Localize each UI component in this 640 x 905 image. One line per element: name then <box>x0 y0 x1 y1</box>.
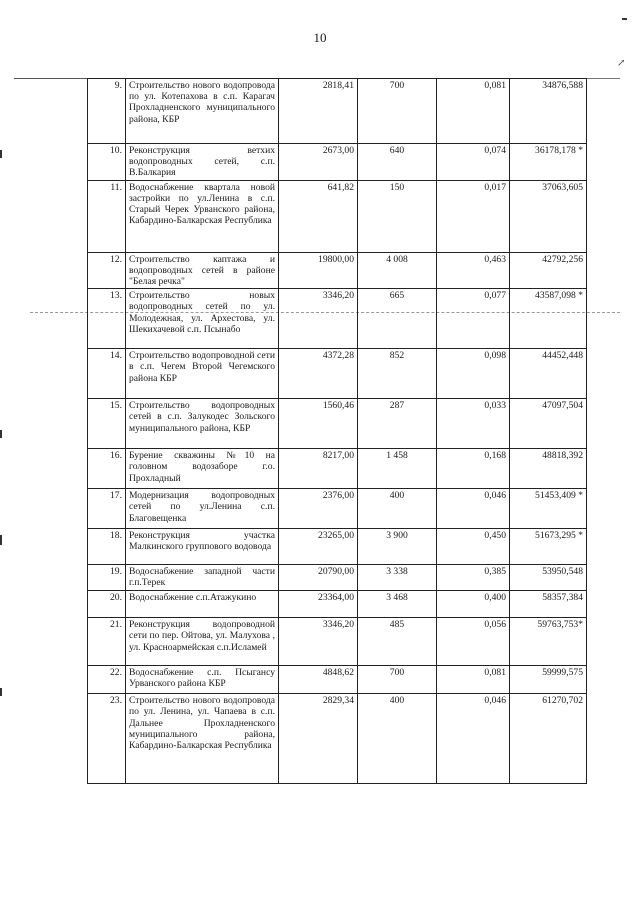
table-row <box>88 144 587 181</box>
object-name: Строительство нового водопровода по ул. Котепахова в с.п. Карагач Прохладненского муниципального района, КБР <box>126 79 279 144</box>
count-value: 400 <box>358 694 437 784</box>
count-value: 700 <box>358 79 437 144</box>
length-value: 20790,00 <box>279 565 358 591</box>
share-value: 0,400 <box>437 591 510 618</box>
table-row <box>88 449 587 489</box>
length-value: 641,82 <box>279 180 358 252</box>
cumulative-value: 61270,702 <box>510 694 587 784</box>
object-name: Реконструкция участка Малкинского группового водовода <box>126 529 279 565</box>
length-value: 2673,00 <box>279 144 358 181</box>
object-name: Строительство нового водопровода по ул. Ленина, ул. Чапаева в с.п. Дальнее Прохладненского муниципального района, Кабардино-Балкарская Республика <box>126 694 279 784</box>
object-name: Водоснабжение с.п.Атажукино <box>126 591 279 618</box>
table-row <box>88 591 587 618</box>
share-value: 0,463 <box>437 252 510 289</box>
count-value: 700 <box>358 666 437 694</box>
table-row <box>88 565 587 591</box>
row-number: 15. <box>88 399 126 449</box>
share-value: 0,081 <box>437 666 510 694</box>
object-name: Строительство водопроводных сетей в с.п. Залукодес Зольского муниципального района, КБР <box>126 399 279 449</box>
scan-edge-mark <box>0 688 2 696</box>
row-number: 19. <box>88 565 126 591</box>
count-value: 3 900 <box>358 529 437 565</box>
count-value: 150 <box>358 180 437 252</box>
length-value: 2376,00 <box>279 489 358 529</box>
row-number: 10. <box>88 144 126 181</box>
cumulative-value: 48818,392 <box>510 449 587 489</box>
table-row <box>88 399 587 449</box>
length-value: 23364,00 <box>279 591 358 618</box>
row-number: 20. <box>88 591 126 618</box>
table-row <box>88 618 587 666</box>
scan-mark <box>622 18 627 20</box>
table-row <box>88 529 587 565</box>
share-value: 0,033 <box>437 399 510 449</box>
table-row <box>88 289 587 349</box>
works-table-body <box>88 79 587 784</box>
length-value: 4848,62 <box>279 666 358 694</box>
count-value: 287 <box>358 399 437 449</box>
length-value: 4372,28 <box>279 349 358 399</box>
share-value: 0,074 <box>437 144 510 181</box>
table-row <box>88 349 587 399</box>
scan-mark-arrow: ↗ <box>617 58 626 69</box>
cumulative-value: 34876,588 <box>510 79 587 144</box>
length-value: 2829,34 <box>279 694 358 784</box>
count-value: 852 <box>358 349 437 399</box>
object-name: Строительство водопроводной сети в с.п. Чегем Второй Чегемского района КБР <box>126 349 279 399</box>
object-name: Реконструкция водопроводной сети по пер. Ойтова, ул. Малухова , ул. Красноармейская с.п.Исламей <box>126 618 279 666</box>
length-value: 3346,20 <box>279 618 358 666</box>
row-number: 12. <box>88 252 126 289</box>
table-row <box>88 79 587 144</box>
count-value: 3 468 <box>358 591 437 618</box>
count-value: 400 <box>358 489 437 529</box>
share-value: 0,098 <box>437 349 510 399</box>
count-value: 665 <box>358 289 437 349</box>
object-name: Строительство каптажа и водопроводных сетей в районе "Белая речка" <box>126 252 279 289</box>
count-value: 640 <box>358 144 437 181</box>
object-name: Реконструкция ветхих водопроводных сетей, с.п. В.Балкария <box>126 144 279 181</box>
object-name: Модернизация водопроводных сетей по ул.Ленина с.п. Благовещенка <box>126 489 279 529</box>
scan-edge-mark <box>0 535 2 545</box>
share-value: 0,056 <box>437 618 510 666</box>
length-value: 19800,00 <box>279 252 358 289</box>
object-name: Бурение скважины №10 на головном водозаборе г.о. Прохладный <box>126 449 279 489</box>
row-number: 22. <box>88 666 126 694</box>
row-number: 16. <box>88 449 126 489</box>
length-value: 2818,41 <box>279 79 358 144</box>
count-value: 485 <box>358 618 437 666</box>
count-value: 4 008 <box>358 252 437 289</box>
scan-edge-mark <box>0 430 2 438</box>
cumulative-value: 37063,605 <box>510 180 587 252</box>
row-number: 11. <box>88 180 126 252</box>
share-value: 0,077 <box>437 289 510 349</box>
page-number: 10 <box>313 30 327 45</box>
cumulative-value: 36178,178 * <box>510 144 587 181</box>
table-row <box>88 252 587 289</box>
object-name: Водоснабжение с.п. Псыгансу Урванского района КБР <box>126 666 279 694</box>
length-value: 1560,46 <box>279 399 358 449</box>
share-value: 0,168 <box>437 449 510 489</box>
length-value: 3346,20 <box>279 289 358 349</box>
table-row <box>88 180 587 252</box>
share-value: 0,385 <box>437 565 510 591</box>
row-number: 13. <box>88 289 126 349</box>
length-value: 8217,00 <box>279 449 358 489</box>
count-value: 1 458 <box>358 449 437 489</box>
scan-edge-mark <box>0 150 2 158</box>
works-table <box>87 78 587 784</box>
cumulative-value: 59999,575 <box>510 666 587 694</box>
cumulative-value: 42792,256 <box>510 252 587 289</box>
cumulative-value: 58357,384 <box>510 591 587 618</box>
row-number: 18. <box>88 529 126 565</box>
count-value: 3 338 <box>358 565 437 591</box>
table-row <box>88 666 587 694</box>
row-number: 17. <box>88 489 126 529</box>
cumulative-value: 53950,548 <box>510 565 587 591</box>
cumulative-value: 44452,448 <box>510 349 587 399</box>
cumulative-value: 43587,098 * <box>510 289 587 349</box>
cumulative-value: 59763,753* <box>510 618 587 666</box>
share-value: 0,450 <box>437 529 510 565</box>
table-row <box>88 489 587 529</box>
share-value: 0,081 <box>437 79 510 144</box>
object-name: Строительство новых водопроводных сетей по ул. Молодежная, ул. Архестова, ул. Шекихачевой с.п. Псынабо <box>126 289 279 349</box>
row-number: 9. <box>88 79 126 144</box>
table-row <box>88 694 587 784</box>
share-value: 0,046 <box>437 489 510 529</box>
row-number: 21. <box>88 618 126 666</box>
cumulative-value: 51673,295 * <box>510 529 587 565</box>
object-name: Водоснабжение квартала новой застройки по ул.Ленина в с.п. Старый Черек Урванского района, Кабардино-Балкарская Республика <box>126 180 279 252</box>
cumulative-value: 51453,409 * <box>510 489 587 529</box>
share-value: 0,046 <box>437 694 510 784</box>
length-value: 23265,00 <box>279 529 358 565</box>
share-value: 0,017 <box>437 180 510 252</box>
object-name: Водоснабжение западной части г.п.Терек <box>126 565 279 591</box>
row-number: 14. <box>88 349 126 399</box>
row-number: 23. <box>88 694 126 784</box>
cumulative-value: 47097,504 <box>510 399 587 449</box>
